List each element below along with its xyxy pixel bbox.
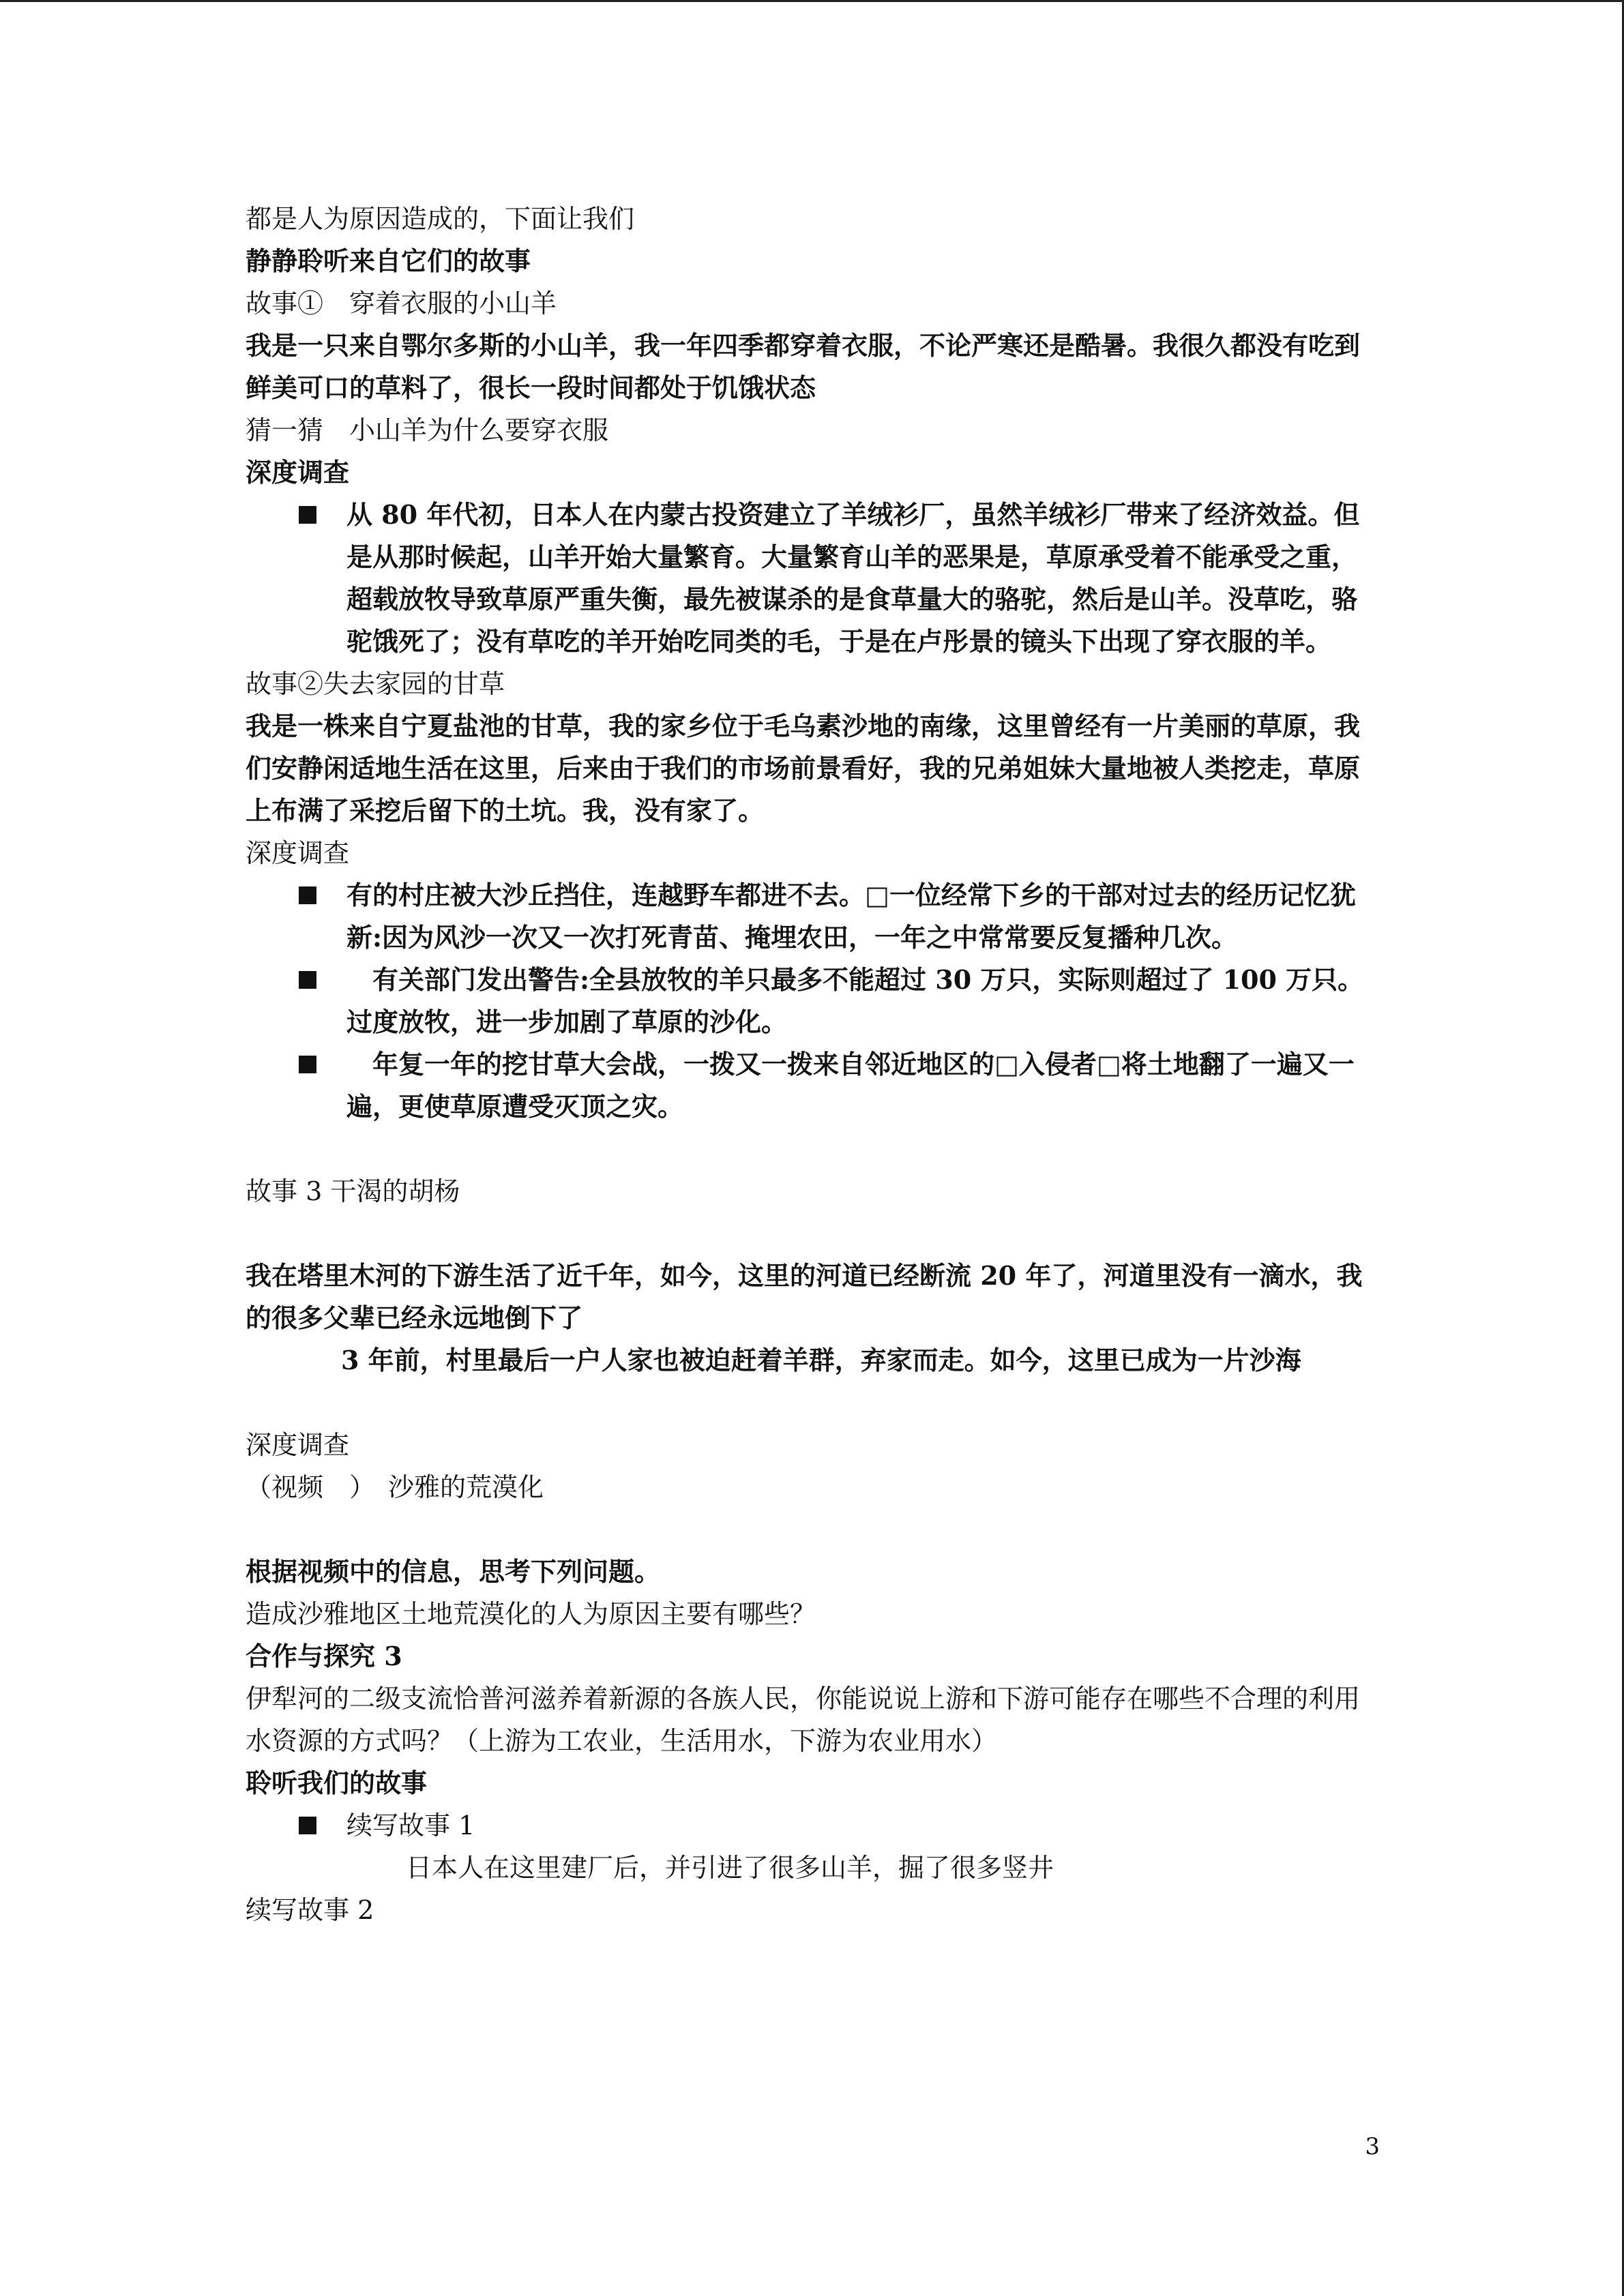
- list-item: [246, 959, 1381, 1043]
- question-1: 造成沙雅地区土地荒漠化的人为原因主要有哪些？: [246, 1599, 816, 1629]
- story1-bullet-text: 从 80 年代初，日本人在内蒙古投资建立了羊绒衫厂，虽然羊绒衫厂带来了经济效益。但是从那时候起，山羊开始大量繁育。大量繁育山羊的恶果是，草原承受着不能承受之重，超载放牧导致草原严重失衡，最先被谋杀的是食草量大的骆驼，然后是山羊。没草吃，骆驼饿死了；没有草吃的羊开始吃同类的毛，于是在卢彤景的镜头下出现了穿衣服的羊。: [346, 499, 1360, 657]
- story2-bullet-text-3: 年复一年的挖甘草大会战，一拨又一拨来自邻近地区的□入侵者□将土地翻了一遍又一遍，更使草原遭受灭顶之灾。: [346, 1049, 1355, 1122]
- story1-guess: 猜一猜 小山羊为什么要穿衣服: [246, 415, 609, 445]
- story1-text: 我是一只来自鄂尔多斯的小山羊，我一年四季都穿着衣服，不论严寒还是酷暑。我很久都没有吃到鲜美可口的草料了，很长一段时间都处于饥饿状态: [246, 330, 1361, 403]
- list-item: [246, 1043, 1381, 1128]
- story2-bullet-list: [246, 874, 1381, 1128]
- list-item: [246, 1804, 1381, 1847]
- page-border-top: [0, 0, 1624, 2]
- listen-story2-label: 续写故事 2: [246, 1895, 374, 1925]
- square-bullet-icon: [299, 971, 316, 989]
- story2-title: 故事②失去家园的甘草: [246, 669, 505, 699]
- story1-investigation-heading: 深度调查: [246, 457, 350, 488]
- story3-title: 故事 3 干渴的胡杨: [246, 1176, 460, 1206]
- square-bullet-icon: [299, 1056, 316, 1073]
- story3-investigation-heading: 深度调查: [246, 1430, 350, 1460]
- story2-bullet-text-1: 有的村庄被大沙丘挡住，连越野车都进不去。□一位经常下乡的干部对过去的经历记忆犹新:因为风沙一次又一次打死青苗、掩埋农田，一年之中常常要反复播种几次。: [346, 880, 1356, 953]
- spacer: [246, 1128, 1381, 1170]
- spacer: [246, 1212, 1381, 1255]
- listen-heading: 聆听我们的故事: [246, 1768, 428, 1798]
- list-item: [246, 874, 1381, 959]
- square-bullet-icon: [299, 886, 316, 904]
- intro-line-1: 都是人为原因造成的，下面让我们: [246, 204, 635, 234]
- square-bullet-icon: [299, 1817, 316, 1834]
- story3-text-2: 3 年前，村里最后一户人家也被迫赶着羊群，弃家而走。如今，这里已成为一片沙海: [341, 1345, 1301, 1375]
- story3-video-label: （视频 ） 沙雅的荒漠化: [246, 1472, 544, 1502]
- page-number: 3: [1365, 2133, 1380, 2160]
- listen-bullet-1-text: 日本人在这里建厂后，并引进了很多山羊，掘了很多竖井: [406, 1853, 1054, 1883]
- story1-bullet-list: [246, 494, 1381, 663]
- document-body: [246, 198, 1381, 1931]
- cooperation-text: 伊犁河的二级支流恰普河滋养着新源的各族人民，你能说说上游和下游可能存在哪些不合理的利用水资源的方式吗？（上游为工农业，生活用水，下游为农业用水）: [246, 1684, 1361, 1756]
- story1-title: 故事① 穿着衣服的小山羊: [246, 288, 557, 318]
- story3-text-1: 我在塔里木河的下游生活了近千年，如今，这里的河道已经断流 20 年了，河道里没有一滴水，我的很多父辈已经永远地倒下了: [246, 1260, 1363, 1333]
- cooperation-heading: 合作与探究 3: [246, 1641, 402, 1671]
- square-bullet-icon: [299, 506, 316, 524]
- spacer: [246, 1508, 1381, 1551]
- spacer: [246, 1382, 1381, 1424]
- intro-line-2: 静静聆听来自它们的故事: [246, 245, 531, 276]
- story2-investigation-heading: 深度调查: [246, 838, 350, 868]
- list-item: [246, 494, 1381, 663]
- questions-heading: 根据视频中的信息，思考下列问题。: [246, 1556, 661, 1587]
- story2-bullet-text-2: 有关部门发出警告:全县放牧的羊只最多不能超过 30 万只，实际则超过了 100 万只。过度放牧，进一步加剧了草原的沙化。: [346, 964, 1364, 1037]
- listen-bullet-list: [246, 1804, 1381, 1847]
- listen-bullet-1: 续写故事 1: [346, 1810, 475, 1840]
- story2-text: 我是一株来自宁夏盐池的甘草，我的家乡位于毛乌素沙地的南缘，这里曾经有一片美丽的草原，我们安静闲适地生活在这里，后来由于我们的市场前景看好，我的兄弟姐妹大量地被人类挖走，草原上布满了采挖后留下的土坑。我，没有家了。: [246, 711, 1361, 826]
